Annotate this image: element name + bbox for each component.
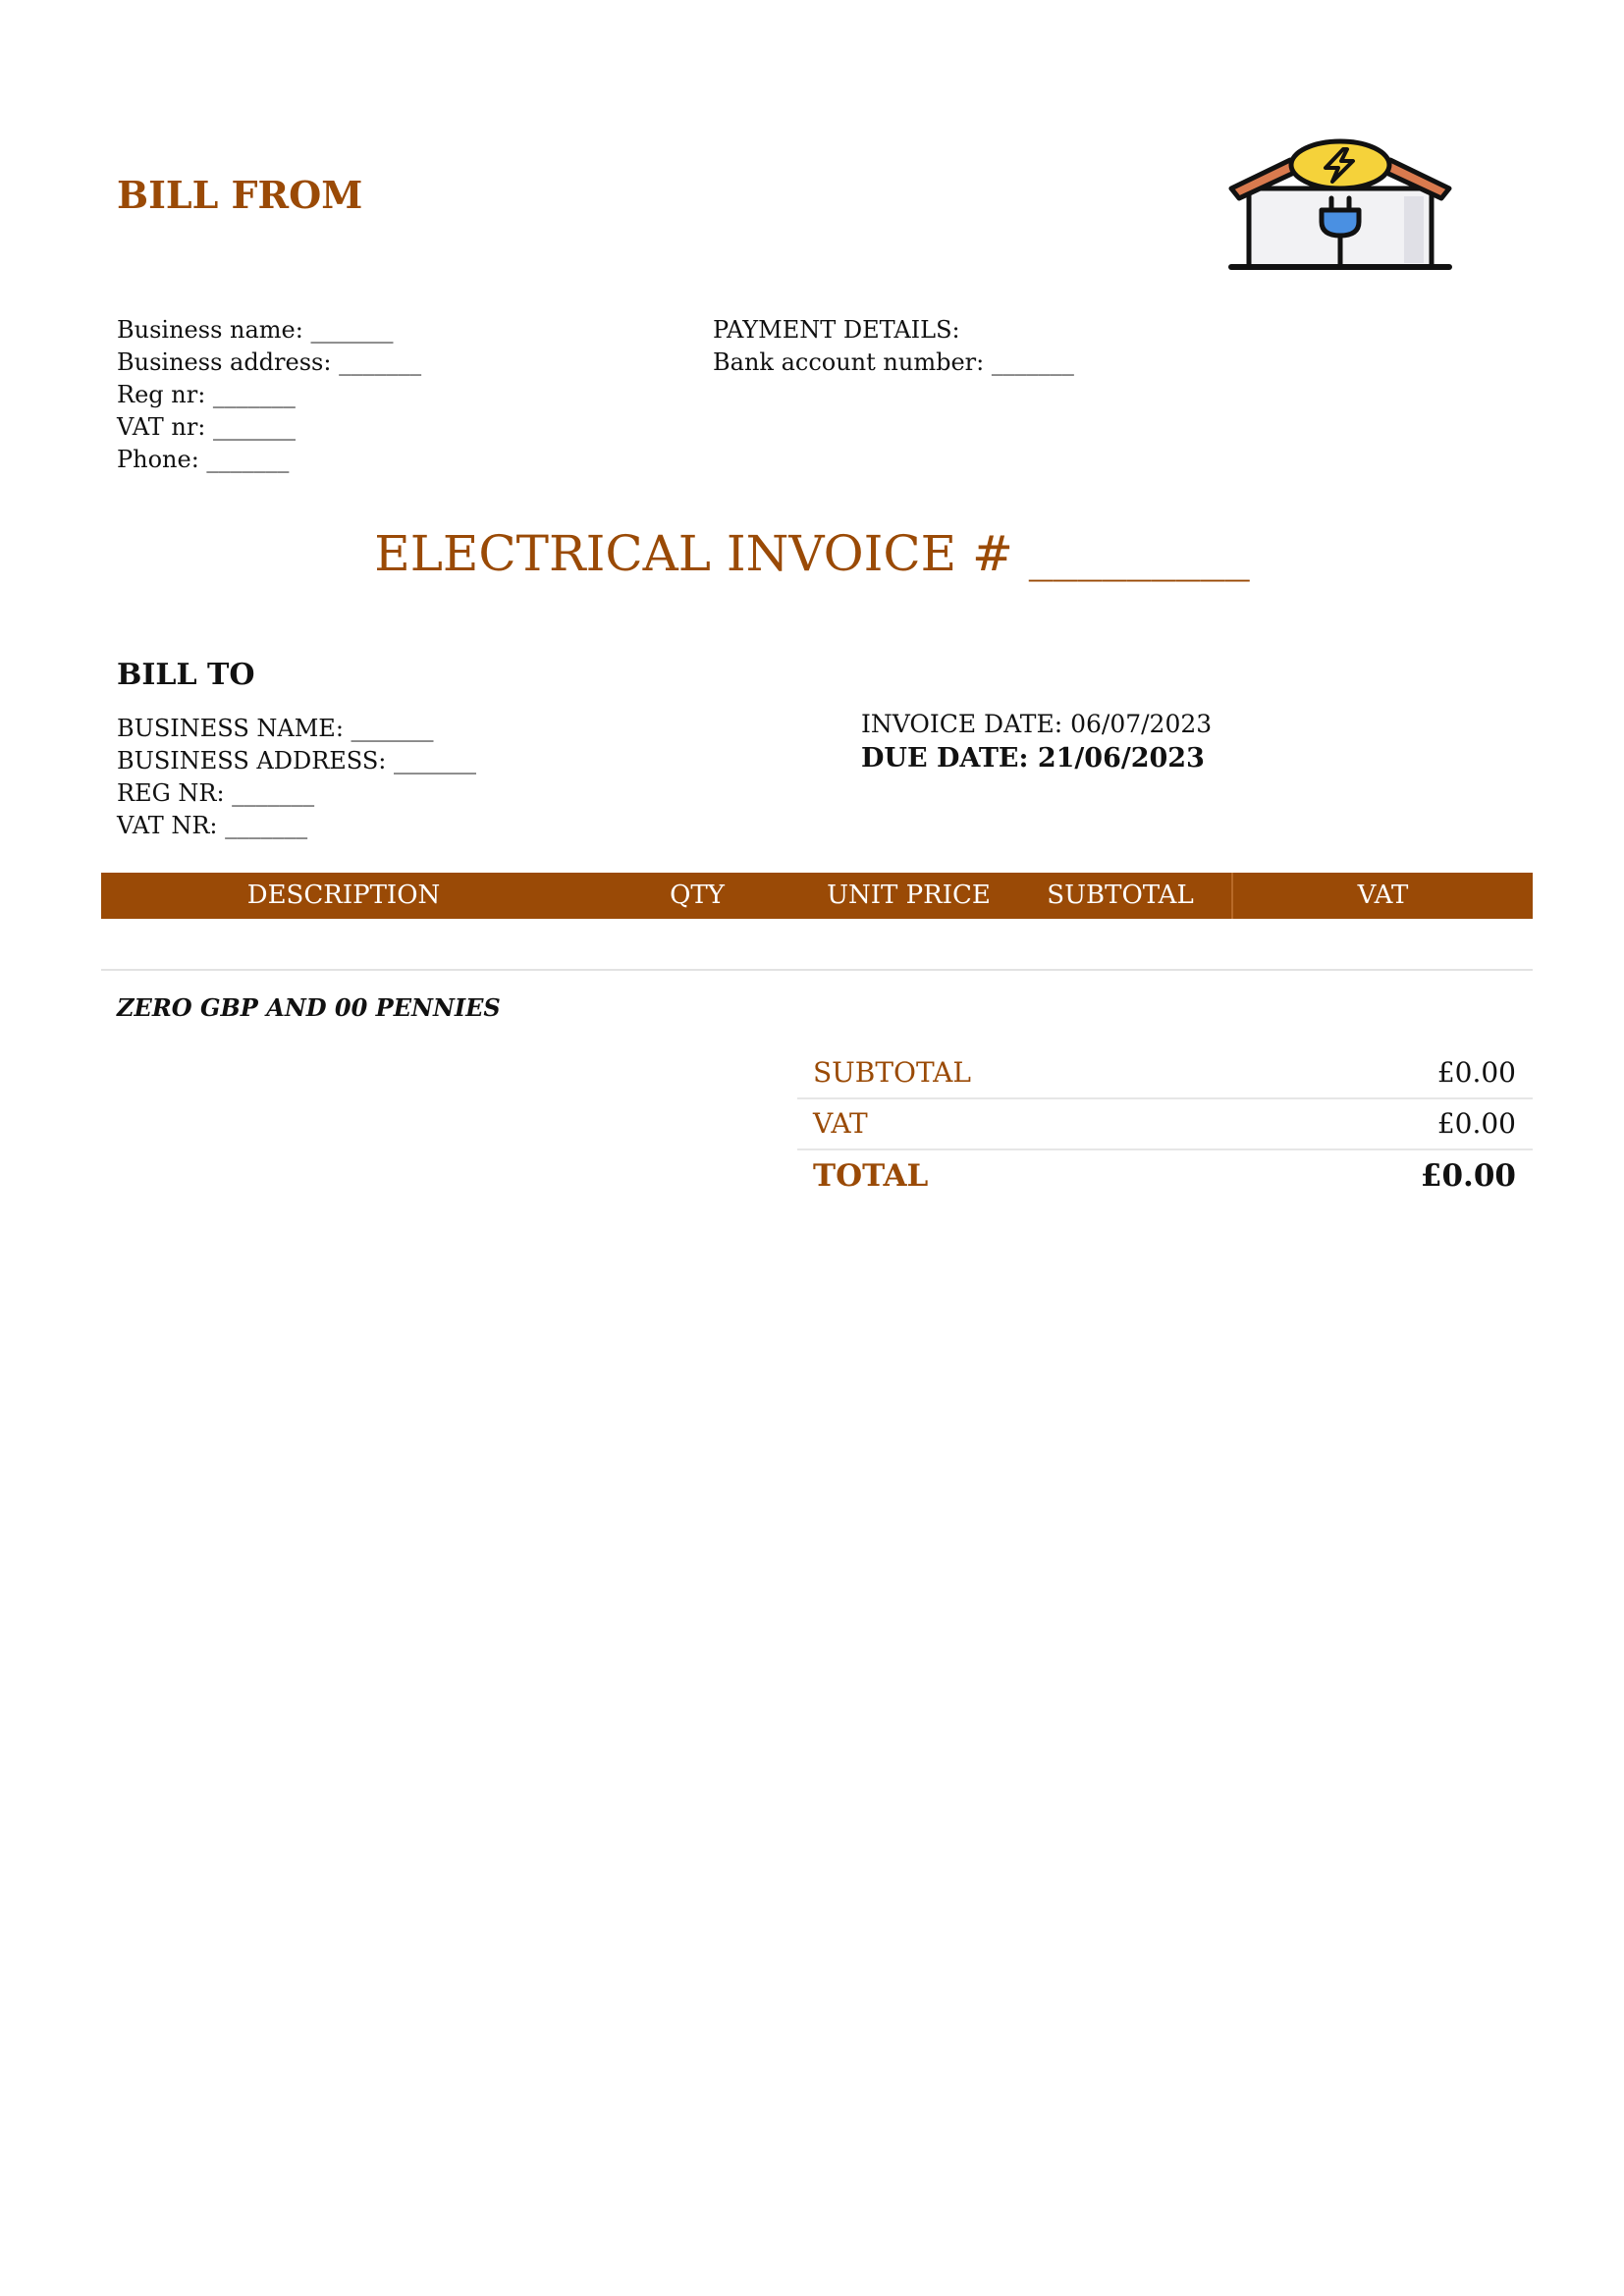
items-table-header — [101, 873, 1533, 919]
amount-in-words: ZERO GBP AND 00 PENNIES — [117, 993, 501, 1022]
totals-table — [797, 1048, 1533, 1201]
business-address-line: Business address: _______ — [117, 348, 422, 376]
total-value: £0.00 — [1420, 1158, 1516, 1194]
vat-label: VAT — [813, 1107, 868, 1140]
client-vat-nr-line: VAT NR: _______ — [117, 812, 308, 839]
house-plug-lightning-icon — [1227, 137, 1453, 275]
bank-account-line: Bank account number: _______ — [713, 348, 1074, 376]
column-header-unit-price: UNIT PRICE — [827, 881, 991, 910]
invoice-title: ELECTRICAL INVOICE # _________ — [374, 525, 1250, 582]
vat-row — [797, 1099, 1533, 1150]
bill-from-title: BILL FROM — [117, 173, 363, 217]
subtotal-row — [797, 1048, 1533, 1099]
subtotal-label: SUBTOTAL — [813, 1056, 971, 1089]
business-name-line: Business name: _______ — [117, 316, 394, 344]
column-header-vat: VAT — [1357, 881, 1409, 910]
vat-nr-line: VAT nr: _______ — [117, 413, 297, 441]
due-date: DUE DATE: 21/06/2023 — [861, 743, 1205, 774]
client-business-address-line: BUSINESS ADDRESS: _______ — [117, 747, 476, 774]
payment-details-heading: PAYMENT DETAILS: — [713, 316, 960, 344]
reg-nr-line: Reg nr: _______ — [117, 381, 296, 408]
column-header-subtotal: SUBTOTAL — [1047, 881, 1194, 910]
column-header-qty: QTY — [670, 881, 725, 910]
total-row — [797, 1150, 1533, 1201]
column-header-description: DESCRIPTION — [246, 881, 441, 910]
client-business-name-line: BUSINESS NAME: _______ — [117, 715, 434, 742]
client-reg-nr-line: REG NR: _______ — [117, 779, 315, 807]
items-table-divider — [101, 969, 1533, 971]
phone-line: Phone: _______ — [117, 446, 290, 473]
vat-value: £0.00 — [1436, 1107, 1516, 1140]
total-label: TOTAL — [813, 1158, 929, 1194]
bill-from-details — [117, 314, 421, 476]
payment-details — [713, 314, 1074, 379]
bill-to-details — [117, 713, 476, 842]
invoice-dates — [861, 707, 1212, 775]
bill-to-title: BILL TO — [117, 658, 255, 692]
subtotal-value: £0.00 — [1436, 1056, 1516, 1089]
invoice-date: INVOICE DATE: 06/07/2023 — [861, 710, 1213, 738]
